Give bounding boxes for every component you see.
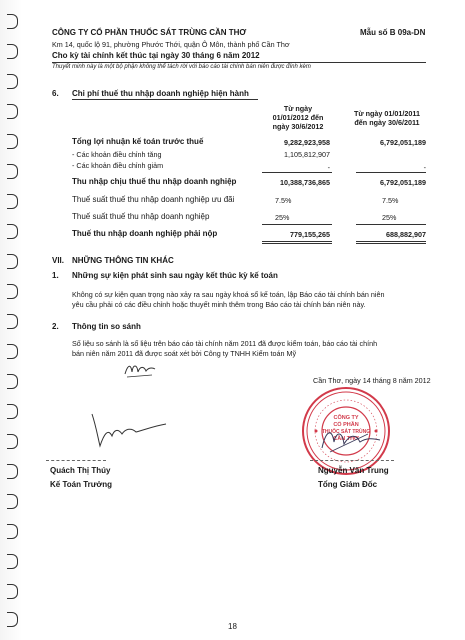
director-name: Nguyễn Văn Trung (318, 466, 389, 475)
page-number: 18 (228, 622, 237, 631)
binder-ring (7, 584, 18, 599)
binder-ring (7, 74, 18, 89)
binder-ring (7, 524, 18, 539)
subtotal-rule-2012 (262, 172, 332, 173)
row-value-2011: 25% (382, 213, 397, 222)
binder-ring (7, 554, 18, 569)
binder-ring (7, 134, 18, 149)
row-value-2012: 10,388,736,865 (280, 178, 330, 187)
director-signature-icon (316, 420, 386, 460)
section-6-number: 6. (52, 89, 59, 98)
item-2-title: Thông tin so sánh (72, 322, 141, 331)
item-2-number: 2. (52, 322, 59, 331)
binder-ring (7, 314, 18, 329)
place-date: Cần Thơ, ngày 14 tháng 8 năm 2012 (313, 376, 431, 385)
row-value-2012: 25% (275, 213, 290, 222)
row-value-2012: - (327, 163, 330, 172)
binder-ring (7, 434, 18, 449)
binder-ring (7, 254, 18, 269)
initials-signature-icon (122, 358, 158, 380)
binder-ring (7, 344, 18, 359)
stamp-text: THUỐC SÁT TRÙNG (321, 429, 371, 435)
row-label: - Các khoản điều chỉnh tăng (72, 150, 162, 159)
binder-ring (7, 44, 18, 59)
column-header-2012: ngày 30/6/2012 (272, 122, 324, 131)
row-value-2011: 6,792,051,189 (380, 178, 426, 187)
binder-ring (7, 284, 18, 299)
row-value-2011: 7.5% (382, 196, 399, 205)
section-7-title: NHỮNG THÔNG TIN KHÁC (72, 256, 174, 265)
row-label: Thuế suất thuế thu nhập doanh nghiệp ưu đãi (72, 195, 235, 204)
stamp-text: CÔNG TY (333, 415, 359, 421)
binder-ring (7, 464, 18, 479)
binder-ring (7, 374, 18, 389)
column-header-2011: đến ngày 30/6/2011 (354, 118, 420, 127)
double-rule-2012 (262, 241, 332, 242)
row-value-2011: 6,792,051,189 (380, 138, 426, 147)
company-name: CÔNG TY CỔ PHẦN THUỐC SÁT TRÙNG CẦN THƠ (52, 28, 247, 37)
binder-ring (7, 404, 18, 419)
binder-ring (7, 494, 18, 509)
column-header-2011: Từ ngày 01/01/2011 (354, 109, 420, 118)
header-rule (52, 62, 426, 63)
row-value-2012: 779,155,265 (290, 230, 330, 239)
section-7-number: VII. (52, 256, 65, 265)
item-2-text: Số liệu so sánh là số liệu trên báo cáo tài chính năm 2011 đã được kiểm toán, báo cáo tài chính (72, 339, 378, 348)
column-header-2012: Từ ngày (283, 104, 313, 113)
row-label: Thu nhập chịu thuế thu nhập doanh nghiệp (72, 177, 237, 186)
binder-ring (7, 164, 18, 179)
binder-ring (7, 104, 18, 119)
row-value-2012: 7.5% (275, 196, 292, 205)
binder-ring (7, 14, 18, 29)
row-value-2012: 9,282,923,958 (284, 138, 330, 147)
row-label: Thuế suất thuế thu nhập doanh nghiệp (72, 212, 210, 221)
section-6-title-underline (72, 99, 258, 100)
item-1-text: yêu cầu phải có các điều chỉnh hoặc thuyết minh thêm trong Báo cáo tài chính bán niên này. (72, 300, 366, 309)
binder-ring (7, 224, 18, 239)
row-label: - Các khoản điều chỉnh giảm (72, 161, 164, 170)
subtotal-rule-2011 (356, 172, 426, 173)
binder-ring (7, 194, 18, 209)
double-rule-2012 (262, 243, 332, 244)
signature-line-right (310, 460, 394, 461)
row-value-2012: 1,105,812,907 (284, 150, 330, 159)
item-2-text: bán niên năm 2011 đã được soát xét bởi Công ty TNHH Kiểm toán Mỹ (72, 349, 297, 358)
item-1-number: 1. (52, 271, 59, 280)
row-value-2011: - (423, 163, 426, 172)
binder-strip (0, 0, 22, 640)
double-rule-2011 (356, 243, 426, 244)
stamp-text: CỔ PHẦN (333, 422, 359, 428)
director-role: Tổng Giám Đốc (318, 480, 378, 489)
row-label: Thuế thu nhập doanh nghiệp phải nộp (72, 229, 218, 238)
header-note: Thuyết minh này là một bộ phận không thể tách rời với báo cáo tài chính bán niên được đính kèm (52, 64, 311, 70)
section-6-title: Chi phí thuế thu nhập doanh nghiệp hiện hành (72, 89, 249, 98)
item-1-text: Không có sự kiện quan trọng nào xảy ra sau ngày khoá sổ kế toán, lập Báo cáo tài chính bán niên (72, 290, 385, 299)
accountant-role: Kế Toán Trưởng (50, 480, 112, 489)
item-1-title: Những sự kiện phát sinh sau ngày kết thúc kỳ kế toán (72, 271, 278, 280)
stamp-text: CẦN THƠ (333, 436, 359, 442)
double-rule-2011 (356, 241, 426, 242)
row-value-2011: 688,882,907 (386, 230, 426, 239)
report-period: Cho kỳ tài chính kết thúc tại ngày 30 tháng 6 năm 2012 (52, 51, 260, 60)
signature-line-left (46, 460, 106, 461)
company-address: Km 14, quốc lộ 91, phường Phước Thới, quận Ô Môn, thành phố Cần Thơ (52, 40, 290, 49)
accountant-signature-icon (86, 406, 170, 454)
total-rule-2011 (356, 224, 426, 225)
total-rule-2012 (262, 224, 332, 225)
form-code: Mẫu số B 09a-DN (360, 28, 426, 37)
row-label: Tổng lợi nhuận kế toán trước thuế (72, 137, 204, 146)
column-header-2012: 01/01/2012 đến (272, 113, 324, 122)
accountant-name: Quách Thị Thúy (50, 466, 111, 475)
